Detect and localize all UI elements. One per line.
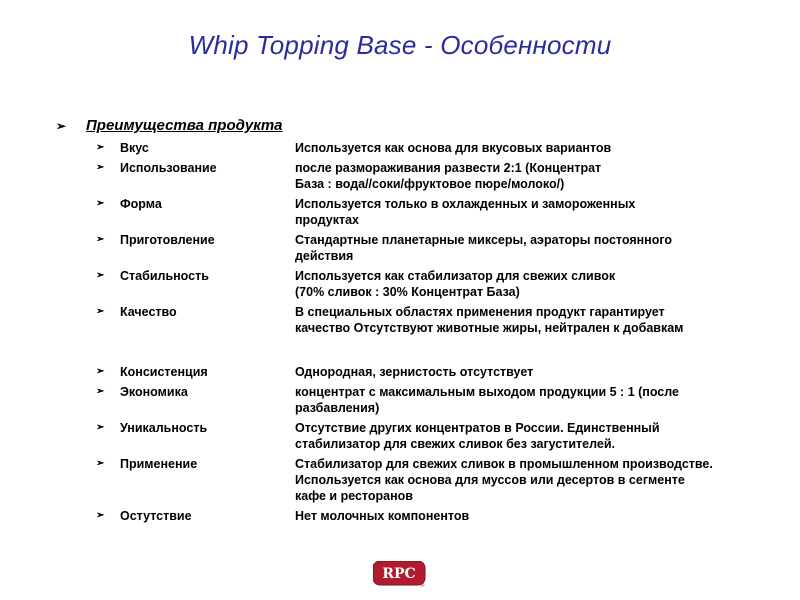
arrow-bullet-icon: ➢ — [96, 142, 105, 153]
arrow-bullet-icon: ➢ — [96, 510, 105, 521]
feature-row — [96, 268, 766, 300]
feature-label: Качество — [120, 305, 177, 319]
arrow-bullet-icon: ➢ — [96, 162, 105, 173]
arrow-bullet-icon: ➢ — [96, 306, 105, 317]
feature-value-line: разбавления) — [295, 401, 380, 415]
feature-value-line: продуктах — [295, 213, 359, 227]
logo-registered-mark: ® — [420, 583, 425, 587]
feature-value-line: стабилизатор для свежих сливок без загустителей. — [295, 437, 616, 451]
feature-value — [295, 160, 755, 192]
feature-value-line: Используется только в охлажденных и замороженных — [295, 197, 636, 211]
feature-value — [295, 364, 755, 380]
feature-row — [96, 364, 766, 380]
feature-value-line: кафе и ресторанов — [295, 489, 413, 503]
arrow-bullet-icon: ➢ — [96, 234, 105, 245]
feature-value-line: Используется как стабилизатор для свежих сливок — [295, 269, 616, 283]
feature-value-line: Нет молочных компонентов — [295, 509, 470, 523]
arrow-bullet-icon: ➢ — [96, 458, 105, 469]
feature-value-line: качество Отсутствуют животные жиры, нейтрален к добавкам — [295, 321, 684, 335]
arrow-bullet-icon: ➢ — [96, 422, 105, 433]
feature-value-line: концентрат с максимальным выходом продукции 5 : 1 (после — [295, 385, 679, 399]
arrow-bullet-icon: ➢ — [96, 366, 105, 377]
feature-value-line: Используется как основа для вкусовых вариантов — [295, 141, 612, 155]
feature-row — [96, 140, 766, 156]
feature-label: Форма — [120, 197, 162, 211]
arrow-bullet-icon: ➢ — [96, 386, 105, 397]
feature-row — [96, 456, 766, 504]
section-header — [56, 117, 283, 134]
slide-title: Whip Topping Base - Особенности — [188, 30, 612, 60]
feature-value — [295, 420, 755, 452]
feature-row — [96, 420, 766, 452]
section-heading: Преимущества продукта — [86, 117, 283, 134]
feature-value — [295, 268, 755, 300]
feature-value — [295, 304, 755, 336]
feature-value — [295, 140, 755, 156]
feature-value — [295, 456, 755, 504]
feature-value — [295, 384, 755, 416]
feature-value — [295, 232, 755, 264]
feature-value-line: База : вода//соки/фруктовое пюре/молоко/) — [295, 177, 565, 191]
feature-row — [96, 304, 766, 336]
feature-value-line: Используется как основа для муссов или десертов в сегменте — [295, 473, 685, 487]
feature-row — [96, 160, 766, 192]
logo-text: RPC — [382, 566, 416, 582]
feature-label: Консистенция — [120, 365, 208, 379]
feature-value-line: действия — [295, 249, 354, 263]
feature-label: Приготовление — [120, 233, 215, 247]
feature-row — [96, 196, 766, 228]
feature-value — [295, 196, 755, 228]
feature-value-line: после размораживания развести 2:1 (Концентрат — [295, 161, 602, 175]
feature-value-line: (70% сливок : 30% Концентрат База) — [295, 285, 520, 299]
feature-label: Применение — [120, 457, 198, 471]
arrow-bullet-icon: ➢ — [96, 198, 105, 209]
feature-row — [96, 384, 766, 416]
feature-row — [96, 508, 766, 524]
arrow-bullet-icon: ➢ — [56, 118, 67, 133]
feature-value-line: В специальных областях применения продукт гарантирует — [295, 305, 665, 319]
feature-value — [295, 508, 755, 524]
feature-label: Остутствие — [120, 509, 192, 523]
feature-value-line: Стандартные планетарные миксеры, аэраторы постоянного — [295, 233, 673, 247]
rpc-logo — [373, 561, 427, 587]
feature-value-line: Отсутствие других концентратов в России. Единственный — [295, 421, 660, 435]
feature-value-line: Однородная, зернистость отсутствует — [295, 365, 534, 379]
feature-label: Стабильность — [120, 269, 209, 283]
feature-label: Использование — [120, 161, 217, 175]
feature-row — [96, 232, 766, 264]
feature-label: Уникальность — [120, 421, 208, 435]
feature-value-line: Стабилизатор для свежих сливок в промышленном производстве. — [295, 457, 713, 471]
feature-label: Вкус — [120, 141, 149, 155]
arrow-bullet-icon: ➢ — [96, 270, 105, 281]
feature-label: Экономика — [120, 385, 188, 399]
feature-list — [96, 140, 766, 524]
